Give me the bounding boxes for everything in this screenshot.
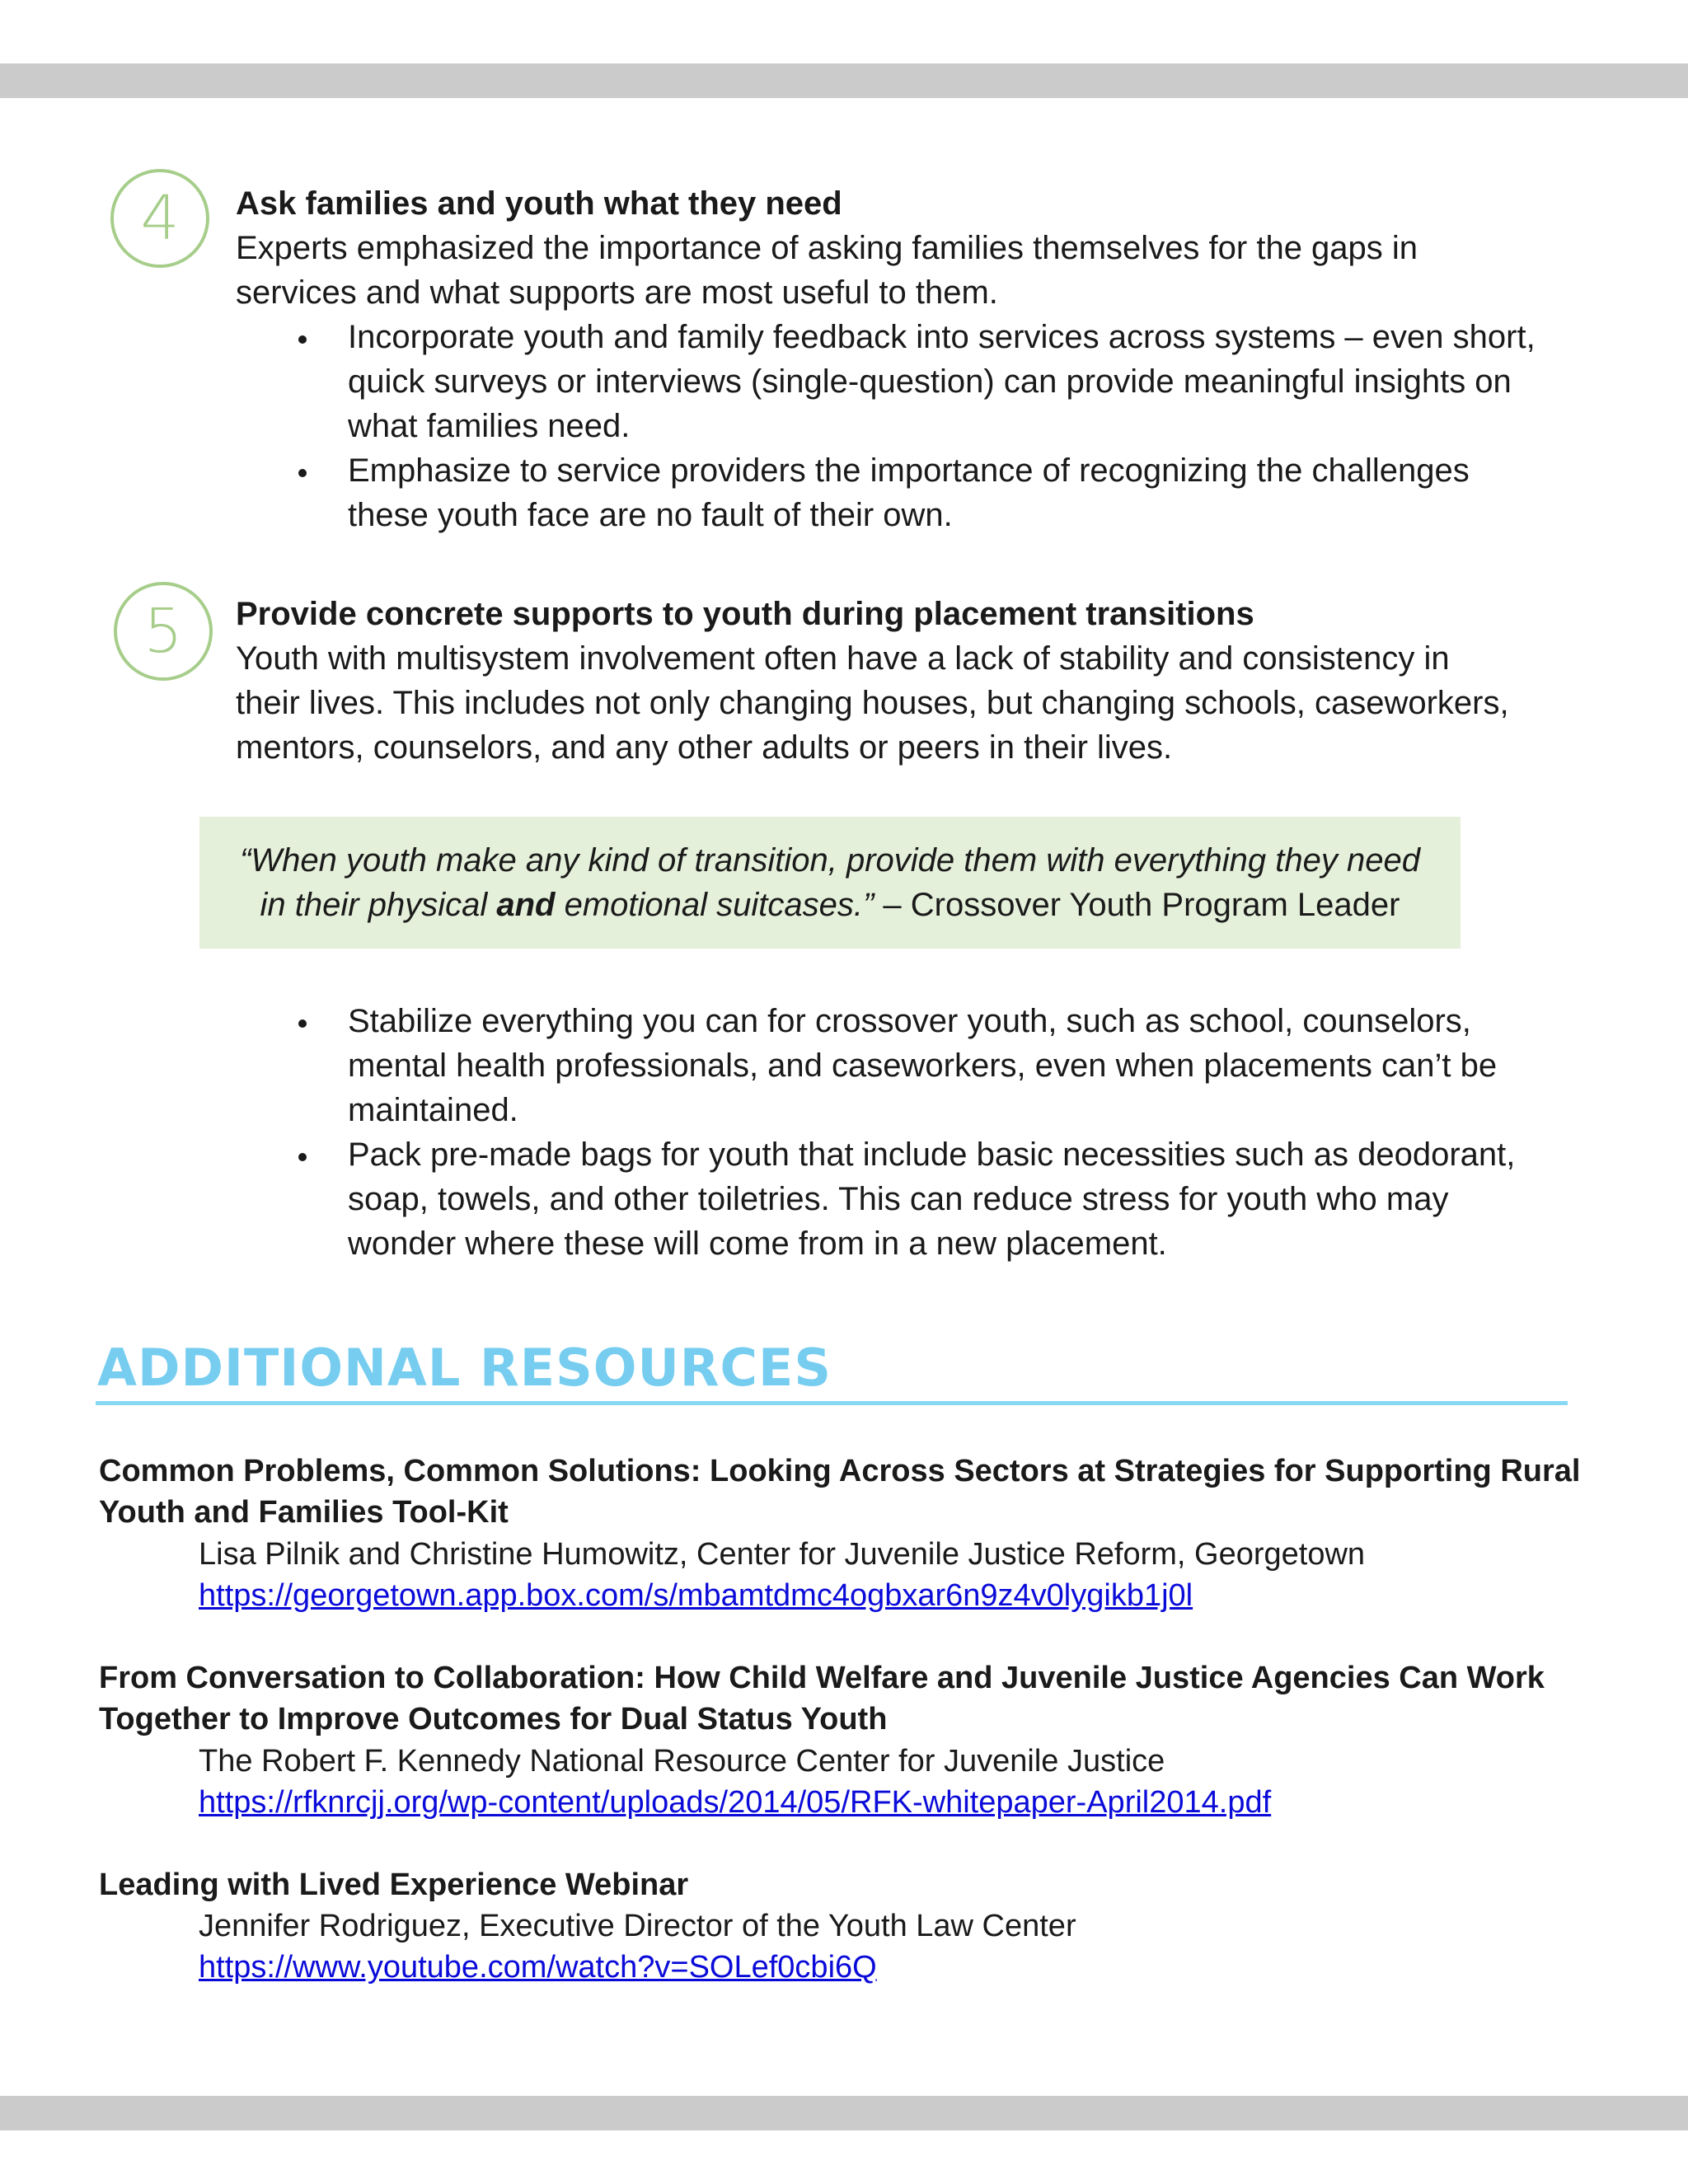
resources-heading: ADDITIONAL RESOURCES: [97, 1338, 832, 1398]
resource-link[interactable]: https://georgetown.app.box.com/s/mbamtdmc4ogbxar6n9z4v0lygikb1j0l: [199, 1578, 1193, 1613]
quote-text: in their physical: [260, 887, 497, 923]
quote-line-1: [240, 838, 1420, 883]
quote-attribution: – Crossover Youth Program Leader: [874, 887, 1400, 923]
step-title: Provide concrete supports to youth during placement transitions: [236, 596, 1254, 632]
quote-text: “When youth make any kind of transition, provide them with everything they need: [240, 842, 1420, 879]
header-band: [0, 63, 1688, 98]
resource-author: The Robert F. Kennedy National Resource Center for Juvenile Justice: [199, 1744, 1165, 1779]
bullet-item: Incorporate youth and family feedback into services across systems – even short, quick surveys or interviews (single-question) can provide meaningful insights on what families need.: [236, 315, 1538, 448]
resource-title: From Conversation to Collaboration: How Child Welfare and Juvenile Justice Agencies Can Work Together to Improve Outcomes for Dual Status Youth: [99, 1661, 1545, 1736]
quote-text: emotional suitcases.”: [555, 887, 874, 923]
step-bullet-list: [236, 315, 1538, 537]
resources-divider: [96, 1401, 1568, 1405]
resource-link[interactable]: https://rfknrcjj.org/wp-content/uploads/2014/05/RFK-whitepaper-April2014.pdf: [199, 1785, 1272, 1820]
resource-title: Common Problems, Common Solutions: Looking Across Sectors at Strategies for Supporting Rural Youth and Families Tool-Kit: [99, 1454, 1581, 1530]
step-number: 5: [143, 596, 183, 667]
resource-title: Leading with Lived Experience Webinar: [99, 1868, 689, 1902]
bullet-item: Pack pre-made bags for youth that include basic necessities such as deodorant, soap, towels, and other toiletries. This can reduce stress for youth who may wonder where these will come from in a new placement.: [236, 1132, 1538, 1266]
step-number: 4: [140, 183, 180, 254]
step-number-circle: [110, 169, 209, 268]
resource-link[interactable]: https://www.youtube.com/watch?v=SOLef0cbi6Q: [199, 1950, 877, 1985]
step-number-circle: [114, 582, 213, 681]
footer-band: [0, 2096, 1688, 2130]
bullet-item: Stabilize everything you can for crossover youth, such as school, counselors, mental health professionals, and caseworkers, even when placements can’t be maintained.: [236, 999, 1538, 1132]
pull-quote-box: [199, 817, 1461, 949]
bullet-item: Emphasize to service providers the importance of recognizing the challenges these youth face are no fault of their own.: [236, 448, 1538, 537]
resource-author: Lisa Pilnik and Christine Humowitz, Center for Juvenile Justice Reform, Georgetown: [199, 1537, 1366, 1572]
step-title: Ask families and youth what they need: [236, 185, 842, 222]
quote-line-2: [260, 883, 1400, 927]
resource-author: Jennifer Rodriguez, Executive Director of the Youth Law Center: [199, 1909, 1076, 1943]
quote-emphasis: and: [496, 887, 556, 923]
step-intro: Youth with multisystem involvement often have a lack of stability and consistency in their lives. This includes not only changing houses, but changing schools, caseworkers, mentors, counselors, and any other adults or peers in their lives.: [236, 640, 1509, 766]
step-intro: Experts emphasized the importance of asking families themselves for the gaps in services and what supports are most useful to them.: [236, 230, 1418, 311]
step-bullet-list: [236, 999, 1538, 1266]
